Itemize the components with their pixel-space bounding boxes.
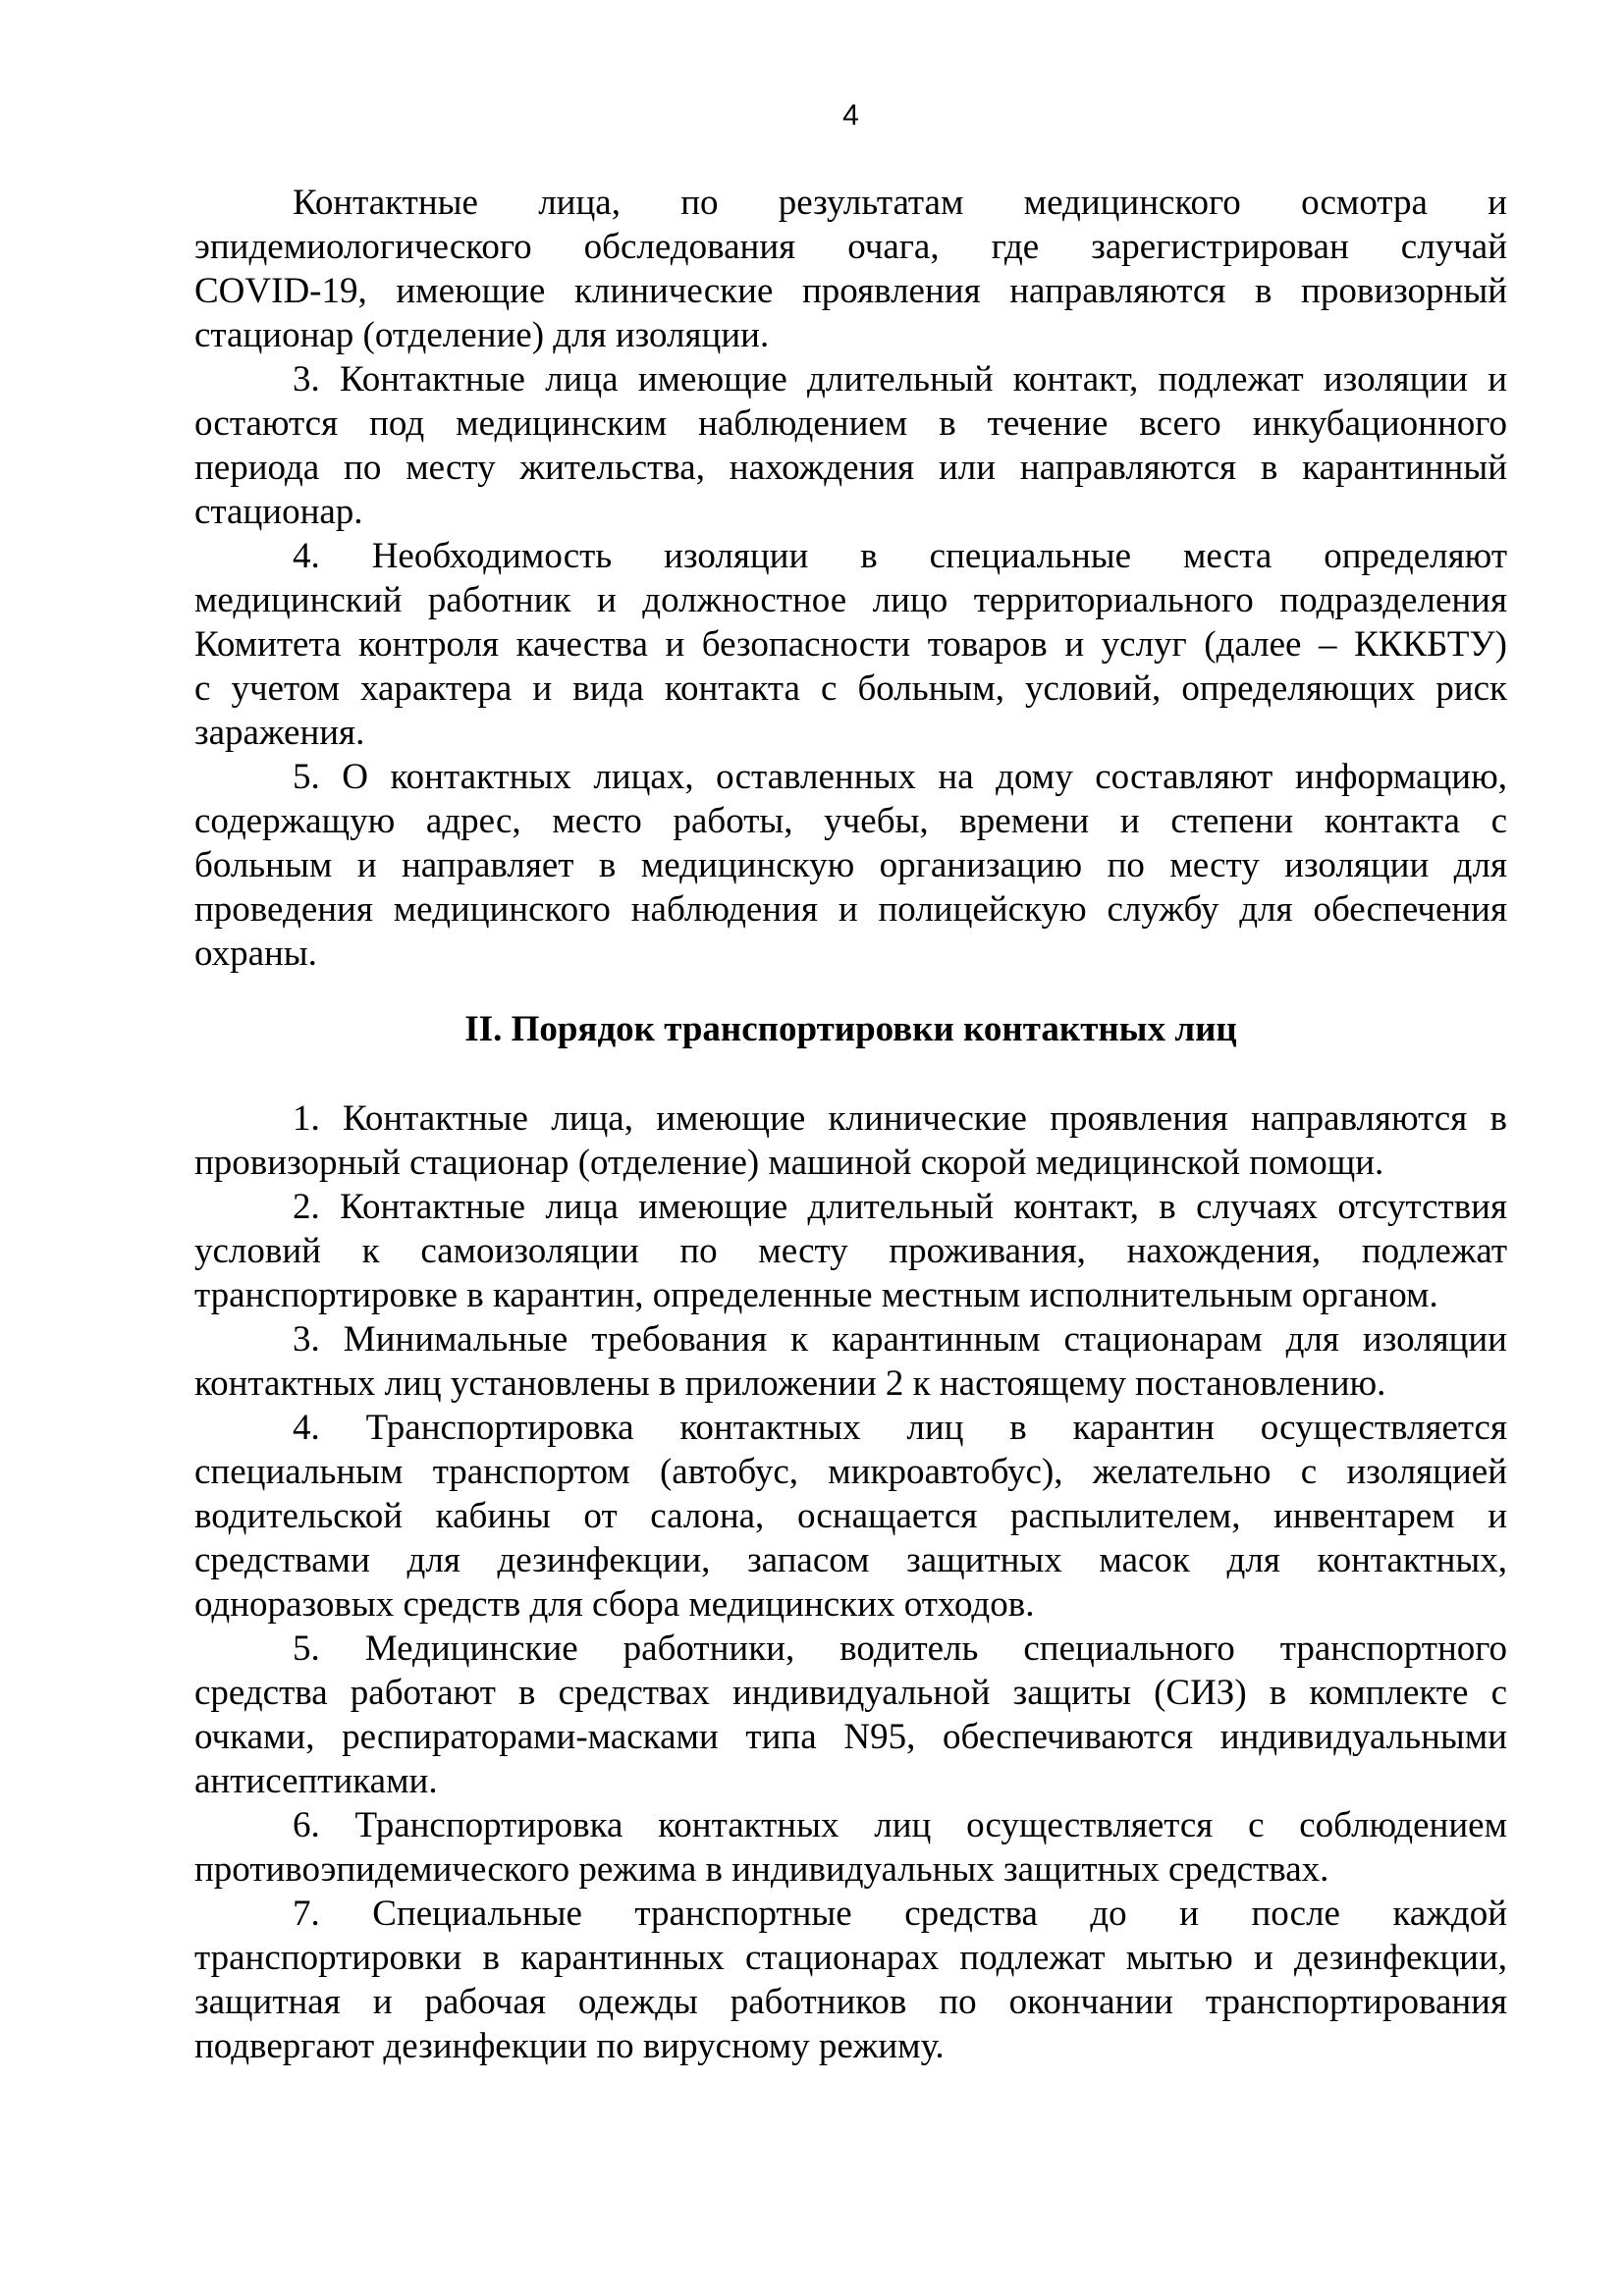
text-line: специальным транспортом (автобус, микроавтобус), желательно с изоляцией <box>194 1452 1507 1492</box>
text-line: больным и направляет в медицинскую организацию по месту изоляции для <box>194 845 1507 885</box>
text-line: водительской кабины от салона, оснащается распылителем, инвентарем и <box>194 1496 1507 1536</box>
paragraph <box>194 357 1507 534</box>
text-line: контактных лиц установлены в приложении 2 к настоящему постановлению. <box>194 1363 1386 1404</box>
text-line: 6. Транспортировка контактных лиц осуществляется с соблюдением <box>293 1805 1507 1845</box>
text-line: 5. О контактных лицах, оставленных на дому составляют информацию, <box>293 757 1507 797</box>
section-2-heading: II. Порядок транспортировки контактных лиц <box>464 1009 1237 1049</box>
text-line: противоэпидемического режима в индивидуальных защитных средствах. <box>194 1849 1329 1890</box>
paragraph <box>194 534 1507 755</box>
text-line: подвергают дезинфекции по вирусному режиму. <box>194 2026 945 2066</box>
paragraph <box>194 1317 1507 1406</box>
text-line: эпидемиологического обследования очага, где зарегистрирован случай <box>194 227 1507 267</box>
text-line: 3. Минимальные требования к карантинным стационарам для изоляции <box>293 1319 1507 1360</box>
text-line: заражения. <box>194 713 365 753</box>
text-line: 5. Медицинские работники, водитель специального транспортного <box>293 1629 1507 1669</box>
text-line: защитная и рабочая одежды работников по окончании транспортирования <box>194 1982 1507 2022</box>
text-line: Комитета контроля качества и безопасности товаров и услуг (далее – КККБТУ) <box>194 624 1507 665</box>
text-line: остаются под медицинским наблюдением в течение всего инкубационного <box>194 403 1507 444</box>
text-line: COVID-19, имеющие клинические проявления направляются в провизорный <box>194 271 1507 311</box>
paragraph <box>194 1892 1507 2068</box>
paragraph <box>194 755 1507 976</box>
text-line: 2. Контактные лица имеющие длительный контакт, в случаях отсутствия <box>293 1187 1507 1227</box>
page-number: 4 <box>842 99 859 132</box>
text-line: проведения медицинского наблюдения и полицейскую службу для обеспечения <box>194 889 1507 930</box>
text-line: 3. Контактные лица имеющие длительный контакт, подлежат изоляции и <box>293 359 1507 400</box>
text-line: очками, респираторами-масками типа N95, обеспечиваются индивидуальными <box>194 1717 1507 1757</box>
text-line: медицинский работник и должностное лицо территориального подразделения <box>194 580 1507 620</box>
text-line: стационар (отделение) для изоляции. <box>194 315 770 355</box>
paragraph <box>194 1803 1507 1892</box>
text-line: 7. Специальные транспортные средства до и после каждой <box>293 1894 1507 1934</box>
text-line: охраны. <box>194 934 317 974</box>
text-line: периода по месту жительства, нахождения или направляются в карантинный <box>194 448 1507 488</box>
text-line: транспортировки в карантинных стационарах подлежат мытью и дезинфекции, <box>194 1938 1507 1978</box>
text-line: антисептиками. <box>194 1761 438 1801</box>
text-line: условий к самоизоляции по месту проживания, нахождения, подлежат <box>194 1231 1507 1271</box>
section-1-isolation-procedure <box>194 181 1507 976</box>
text-line: средства работают в средствах индивидуальной защиты (СИЗ) в комплекте с <box>194 1673 1507 1713</box>
text-line: 4. Необходимость изоляции в специальные места определяют <box>293 536 1507 576</box>
text-line: содержащую адрес, место работы, учебы, времени и степени контакта с <box>194 801 1507 841</box>
text-line: стационар. <box>194 492 363 532</box>
text-line: Контактные лица, по результатам медицинского осмотра и <box>293 183 1507 223</box>
paragraph <box>194 1185 1507 1317</box>
text-line: средствами для дезинфекции, запасом защитных масок для контактных, <box>194 1540 1507 1580</box>
text-line: с учетом характера и вида контакта с больным, условий, определяющих риск <box>194 668 1507 709</box>
text-line: провизорный стационар (отделение) машиной скорой медицинской помощи. <box>194 1143 1384 1183</box>
paragraph <box>194 1627 1507 1803</box>
paragraph <box>194 1096 1507 1185</box>
text-line: 1. Контактные лица, имеющие клинические проявления направляются в <box>293 1098 1507 1139</box>
text-line: 4. Транспортировка контактных лиц в карантин осуществляется <box>293 1408 1507 1448</box>
section-2-transport-procedure <box>194 1096 1507 2068</box>
paragraph <box>194 1406 1507 1627</box>
text-line: транспортировке в карантин, определенные местным исполнительным органом. <box>194 1275 1438 1315</box>
paragraph <box>194 181 1507 357</box>
text-line: одноразовых средств для сбора медицинских отходов. <box>194 1584 1035 1625</box>
